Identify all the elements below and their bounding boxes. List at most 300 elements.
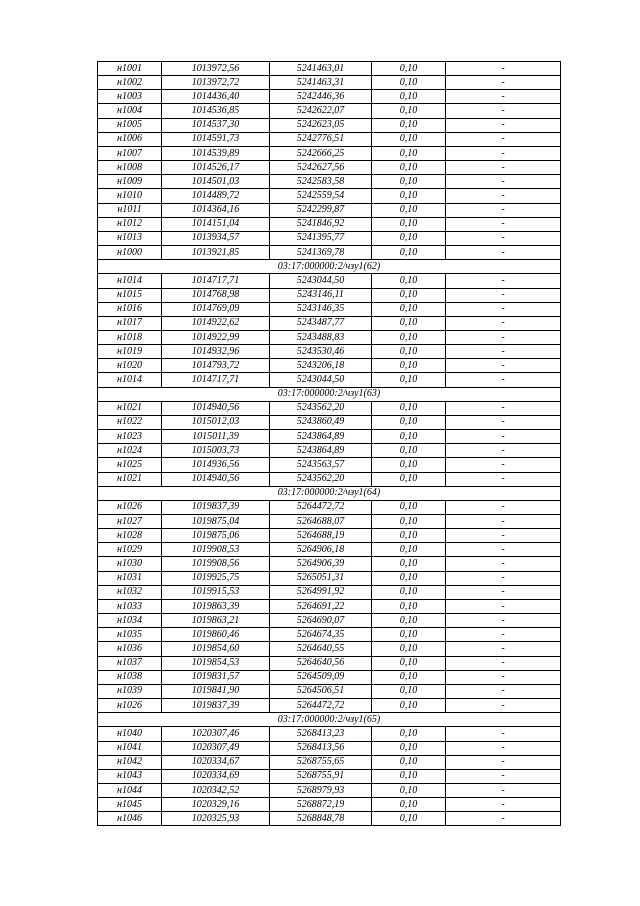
x-coordinate-cell: 1014769,09 [162,302,270,316]
accuracy-cell: 0,10 [372,529,446,543]
x-coordinate-cell: 1014922,99 [162,330,270,344]
accuracy-cell: 0,10 [372,684,446,698]
table-row [98,515,561,529]
table-row [98,614,561,628]
point-name-cell: н1021 [98,472,162,486]
table-row [98,345,561,359]
note-cell: - [446,543,561,557]
table-row [98,203,561,217]
table-row [98,444,561,458]
point-name-cell: н1007 [98,146,162,160]
x-coordinate-cell: 1014768,98 [162,288,270,302]
table-row [98,274,561,288]
x-coordinate-cell: 1014436,40 [162,90,270,104]
coordinates-table [97,61,561,826]
x-coordinate-cell: 1019908,56 [162,557,270,571]
y-coordinate-cell: 5264640,55 [270,642,372,656]
y-coordinate-cell: 5268755,65 [270,755,372,769]
table-row [98,783,561,797]
point-name-cell: н1020 [98,359,162,373]
accuracy-cell: 0,10 [372,769,446,783]
table-row [98,132,561,146]
coordinates-table-body [98,62,561,826]
note-cell: - [446,231,561,245]
point-name-cell: н1042 [98,755,162,769]
point-name-cell: н1026 [98,500,162,514]
accuracy-cell: 0,10 [372,118,446,132]
x-coordinate-cell: 1019863,21 [162,614,270,628]
y-coordinate-cell: 5243487,77 [270,316,372,330]
point-name-cell: н1030 [98,557,162,571]
y-coordinate-cell: 5241463,31 [270,76,372,90]
accuracy-cell: 0,10 [372,798,446,812]
note-cell: - [446,500,561,514]
y-coordinate-cell: 5264472,72 [270,500,372,514]
y-coordinate-cell: 5243860,49 [270,415,372,429]
note-cell: - [446,302,561,316]
y-coordinate-cell: 5268848,78 [270,812,372,826]
accuracy-cell: 0,10 [372,231,446,245]
y-coordinate-cell: 5241463,01 [270,62,372,76]
x-coordinate-cell: 1019875,06 [162,529,270,543]
note-cell: - [446,274,561,288]
accuracy-cell: 0,10 [372,444,446,458]
point-name-cell: н1022 [98,415,162,429]
note-cell: - [446,599,561,613]
note-cell: - [446,529,561,543]
x-coordinate-cell: 1014151,04 [162,217,270,231]
table-row [98,458,561,472]
point-name-cell: н1026 [98,699,162,713]
accuracy-cell: 0,10 [372,373,446,387]
y-coordinate-cell: 5243563,57 [270,458,372,472]
table-row [98,401,561,415]
accuracy-cell: 0,10 [372,217,446,231]
note-cell: - [446,430,561,444]
y-coordinate-cell: 5242623,05 [270,118,372,132]
table-row [98,90,561,104]
accuracy-cell: 0,10 [372,316,446,330]
point-name-cell: н1035 [98,628,162,642]
note-cell: - [446,642,561,656]
accuracy-cell: 0,10 [372,656,446,670]
note-cell: - [446,783,561,797]
note-cell: - [446,373,561,387]
note-cell: - [446,769,561,783]
table-row [98,585,561,599]
section-title: 03:17:000000:2/чзу1(63) [98,387,561,401]
y-coordinate-cell: 5264688,07 [270,515,372,529]
table-row [98,76,561,90]
point-name-cell: н1013 [98,231,162,245]
point-name-cell: н1037 [98,656,162,670]
y-coordinate-cell: 5264906,18 [270,543,372,557]
point-name-cell: н1031 [98,571,162,585]
section-title: 03:17:000000:2/чзу1(65) [98,713,561,727]
x-coordinate-cell: 1019841,90 [162,684,270,698]
y-coordinate-cell: 5242776,51 [270,132,372,146]
note-cell: - [446,161,561,175]
x-coordinate-cell: 1014940,56 [162,401,270,415]
table-row [98,599,561,613]
x-coordinate-cell: 1019854,60 [162,642,270,656]
accuracy-cell: 0,10 [372,288,446,302]
table-row [98,217,561,231]
y-coordinate-cell: 5268755,91 [270,769,372,783]
accuracy-cell: 0,10 [372,642,446,656]
y-coordinate-cell: 5243044,50 [270,373,372,387]
table-row [98,189,561,203]
note-cell: - [446,798,561,812]
accuracy-cell: 0,10 [372,472,446,486]
note-cell: - [446,585,561,599]
accuracy-cell: 0,10 [372,345,446,359]
note-cell: - [446,515,561,529]
point-name-cell: н1003 [98,90,162,104]
note-cell: - [446,288,561,302]
accuracy-cell: 0,10 [372,500,446,514]
point-name-cell: н1001 [98,62,162,76]
x-coordinate-cell: 1014501,03 [162,175,270,189]
section-header-row [98,713,561,727]
note-cell: - [446,458,561,472]
x-coordinate-cell: 1019863,39 [162,599,270,613]
x-coordinate-cell: 1014591,73 [162,132,270,146]
accuracy-cell: 0,10 [372,458,446,472]
x-coordinate-cell: 1019925,75 [162,571,270,585]
y-coordinate-cell: 5268413,23 [270,727,372,741]
table-row [98,798,561,812]
point-name-cell: н1034 [98,614,162,628]
section-header-row [98,387,561,401]
table-row [98,741,561,755]
note-cell: - [446,614,561,628]
table-row [98,557,561,571]
y-coordinate-cell: 5243044,50 [270,274,372,288]
accuracy-cell: 0,10 [372,274,446,288]
x-coordinate-cell: 1013921,85 [162,246,270,260]
note-cell: - [446,472,561,486]
y-coordinate-cell: 5264690,07 [270,614,372,628]
accuracy-cell: 0,10 [372,246,446,260]
table-row [98,316,561,330]
x-coordinate-cell: 1015003,73 [162,444,270,458]
note-cell: - [446,246,561,260]
table-row [98,231,561,245]
note-cell: - [446,755,561,769]
table-row [98,727,561,741]
table-row [98,104,561,118]
point-name-cell: н1045 [98,798,162,812]
y-coordinate-cell: 5242622,07 [270,104,372,118]
point-name-cell: н1023 [98,430,162,444]
table-row [98,699,561,713]
table-row [98,529,561,543]
note-cell: - [446,146,561,160]
note-cell: - [446,132,561,146]
y-coordinate-cell: 5264472,72 [270,699,372,713]
y-coordinate-cell: 5242666,25 [270,146,372,160]
accuracy-cell: 0,10 [372,430,446,444]
x-coordinate-cell: 1020307,49 [162,741,270,755]
table-row [98,373,561,387]
note-cell: - [446,401,561,415]
x-coordinate-cell: 1019875,04 [162,515,270,529]
note-cell: - [446,444,561,458]
x-coordinate-cell: 1015012,03 [162,415,270,429]
x-coordinate-cell: 1019908,53 [162,543,270,557]
x-coordinate-cell: 1014536,85 [162,104,270,118]
x-coordinate-cell: 1014539,89 [162,146,270,160]
y-coordinate-cell: 5243562,20 [270,472,372,486]
accuracy-cell: 0,10 [372,146,446,160]
table-row [98,543,561,557]
point-name-cell: н1041 [98,741,162,755]
point-name-cell: н1027 [98,515,162,529]
accuracy-cell: 0,10 [372,670,446,684]
point-name-cell: н1012 [98,217,162,231]
table-row [98,684,561,698]
section-title: 03:17:000000:2/чзу1(64) [98,486,561,500]
y-coordinate-cell: 5264640,56 [270,656,372,670]
note-cell: - [446,557,561,571]
accuracy-cell: 0,10 [372,628,446,642]
x-coordinate-cell: 1014936,56 [162,458,270,472]
x-coordinate-cell: 1014526,17 [162,161,270,175]
x-coordinate-cell: 1013972,56 [162,62,270,76]
point-name-cell: н1017 [98,316,162,330]
y-coordinate-cell: 5265051,31 [270,571,372,585]
note-cell: - [446,217,561,231]
point-name-cell: н1011 [98,203,162,217]
note-cell: - [446,330,561,344]
table-row [98,755,561,769]
table-row [98,175,561,189]
table-row [98,430,561,444]
note-cell: - [446,359,561,373]
table-row [98,642,561,656]
y-coordinate-cell: 5242446,36 [270,90,372,104]
point-name-cell: н1033 [98,599,162,613]
point-name-cell: н1010 [98,189,162,203]
accuracy-cell: 0,10 [372,571,446,585]
point-name-cell: н1025 [98,458,162,472]
y-coordinate-cell: 5243206,18 [270,359,372,373]
note-cell: - [446,670,561,684]
x-coordinate-cell: 1019837,39 [162,500,270,514]
note-cell: - [446,189,561,203]
y-coordinate-cell: 5268413,56 [270,741,372,755]
point-name-cell: н1044 [98,783,162,797]
note-cell: - [446,175,561,189]
accuracy-cell: 0,10 [372,557,446,571]
note-cell: - [446,812,561,826]
accuracy-cell: 0,10 [372,189,446,203]
x-coordinate-cell: 1019854,53 [162,656,270,670]
table-row [98,161,561,175]
y-coordinate-cell: 5264991,92 [270,585,372,599]
note-cell: - [446,684,561,698]
x-coordinate-cell: 1020307,46 [162,727,270,741]
point-name-cell: н1029 [98,543,162,557]
accuracy-cell: 0,10 [372,203,446,217]
accuracy-cell: 0,10 [372,175,446,189]
point-name-cell: н1040 [98,727,162,741]
y-coordinate-cell: 5243864,89 [270,444,372,458]
x-coordinate-cell: 1014717,71 [162,373,270,387]
note-cell: - [446,62,561,76]
point-name-cell: н1039 [98,684,162,698]
x-coordinate-cell: 1020325,93 [162,812,270,826]
table-row [98,656,561,670]
section-header-row [98,486,561,500]
note-cell: - [446,741,561,755]
table-row [98,628,561,642]
table-row [98,571,561,585]
table-row [98,472,561,486]
accuracy-cell: 0,10 [372,783,446,797]
x-coordinate-cell: 1019837,39 [162,699,270,713]
table-row [98,330,561,344]
x-coordinate-cell: 1015011,39 [162,430,270,444]
section-title: 03:17:000000:2/чзу1(62) [98,260,561,274]
accuracy-cell: 0,10 [372,104,446,118]
note-cell: - [446,345,561,359]
point-name-cell: н1015 [98,288,162,302]
x-coordinate-cell: 1014940,56 [162,472,270,486]
point-name-cell: н1000 [98,246,162,260]
point-name-cell: н1036 [98,642,162,656]
x-coordinate-cell: 1020334,67 [162,755,270,769]
accuracy-cell: 0,10 [372,76,446,90]
y-coordinate-cell: 5264691,22 [270,599,372,613]
table-row [98,302,561,316]
note-cell: - [446,571,561,585]
y-coordinate-cell: 5264509,09 [270,670,372,684]
section-header-row [98,260,561,274]
table-row [98,500,561,514]
note-cell: - [446,104,561,118]
accuracy-cell: 0,10 [372,161,446,175]
x-coordinate-cell: 1013972,72 [162,76,270,90]
note-cell: - [446,76,561,90]
accuracy-cell: 0,10 [372,302,446,316]
point-name-cell: н1043 [98,769,162,783]
note-cell: - [446,118,561,132]
point-name-cell: н1002 [98,76,162,90]
y-coordinate-cell: 5241846,92 [270,217,372,231]
point-name-cell: н1038 [98,670,162,684]
y-coordinate-cell: 5243146,11 [270,288,372,302]
y-coordinate-cell: 5268979,93 [270,783,372,797]
accuracy-cell: 0,10 [372,741,446,755]
table-row [98,62,561,76]
point-name-cell: н1006 [98,132,162,146]
accuracy-cell: 0,10 [372,62,446,76]
table-row [98,118,561,132]
y-coordinate-cell: 5243864,89 [270,430,372,444]
y-coordinate-cell: 5264688,19 [270,529,372,543]
point-name-cell: н1005 [98,118,162,132]
accuracy-cell: 0,10 [372,699,446,713]
x-coordinate-cell: 1014717,71 [162,274,270,288]
point-name-cell: н1019 [98,345,162,359]
accuracy-cell: 0,10 [372,401,446,415]
accuracy-cell: 0,10 [372,359,446,373]
x-coordinate-cell: 1020329,16 [162,798,270,812]
table-row [98,670,561,684]
point-name-cell: н1046 [98,812,162,826]
y-coordinate-cell: 5243146,35 [270,302,372,316]
table-row [98,812,561,826]
y-coordinate-cell: 5264906,39 [270,557,372,571]
accuracy-cell: 0,10 [372,90,446,104]
x-coordinate-cell: 1020334,69 [162,769,270,783]
x-coordinate-cell: 1013934,57 [162,231,270,245]
y-coordinate-cell: 5268872,19 [270,798,372,812]
y-coordinate-cell: 5243530,46 [270,345,372,359]
point-name-cell: н1014 [98,373,162,387]
x-coordinate-cell: 1019915,53 [162,585,270,599]
y-coordinate-cell: 5241369,78 [270,246,372,260]
note-cell: - [446,656,561,670]
y-coordinate-cell: 5242559,54 [270,189,372,203]
point-name-cell: н1028 [98,529,162,543]
y-coordinate-cell: 5242583,58 [270,175,372,189]
note-cell: - [446,727,561,741]
point-name-cell: н1004 [98,104,162,118]
point-name-cell: н1016 [98,302,162,316]
y-coordinate-cell: 5264674,35 [270,628,372,642]
table-row [98,359,561,373]
y-coordinate-cell: 5241395,77 [270,231,372,245]
accuracy-cell: 0,10 [372,585,446,599]
x-coordinate-cell: 1014364,16 [162,203,270,217]
x-coordinate-cell: 1020342,52 [162,783,270,797]
table-row [98,769,561,783]
y-coordinate-cell: 5242299,87 [270,203,372,217]
point-name-cell: н1018 [98,330,162,344]
y-coordinate-cell: 5243488,83 [270,330,372,344]
x-coordinate-cell: 1019860,46 [162,628,270,642]
accuracy-cell: 0,10 [372,515,446,529]
accuracy-cell: 0,10 [372,812,446,826]
accuracy-cell: 0,10 [372,330,446,344]
x-coordinate-cell: 1014793,72 [162,359,270,373]
accuracy-cell: 0,10 [372,755,446,769]
accuracy-cell: 0,10 [372,543,446,557]
x-coordinate-cell: 1014932,96 [162,345,270,359]
point-name-cell: н1014 [98,274,162,288]
note-cell: - [446,203,561,217]
accuracy-cell: 0,10 [372,727,446,741]
accuracy-cell: 0,10 [372,415,446,429]
table-row [98,146,561,160]
x-coordinate-cell: 1014537,30 [162,118,270,132]
x-coordinate-cell: 1014922,62 [162,316,270,330]
x-coordinate-cell: 1019831,57 [162,670,270,684]
point-name-cell: н1024 [98,444,162,458]
x-coordinate-cell: 1014489,72 [162,189,270,203]
table-row [98,288,561,302]
accuracy-cell: 0,10 [372,599,446,613]
note-cell: - [446,699,561,713]
point-name-cell: н1009 [98,175,162,189]
note-cell: - [446,415,561,429]
note-cell: - [446,316,561,330]
y-coordinate-cell: 5243562,20 [270,401,372,415]
point-name-cell: н1021 [98,401,162,415]
